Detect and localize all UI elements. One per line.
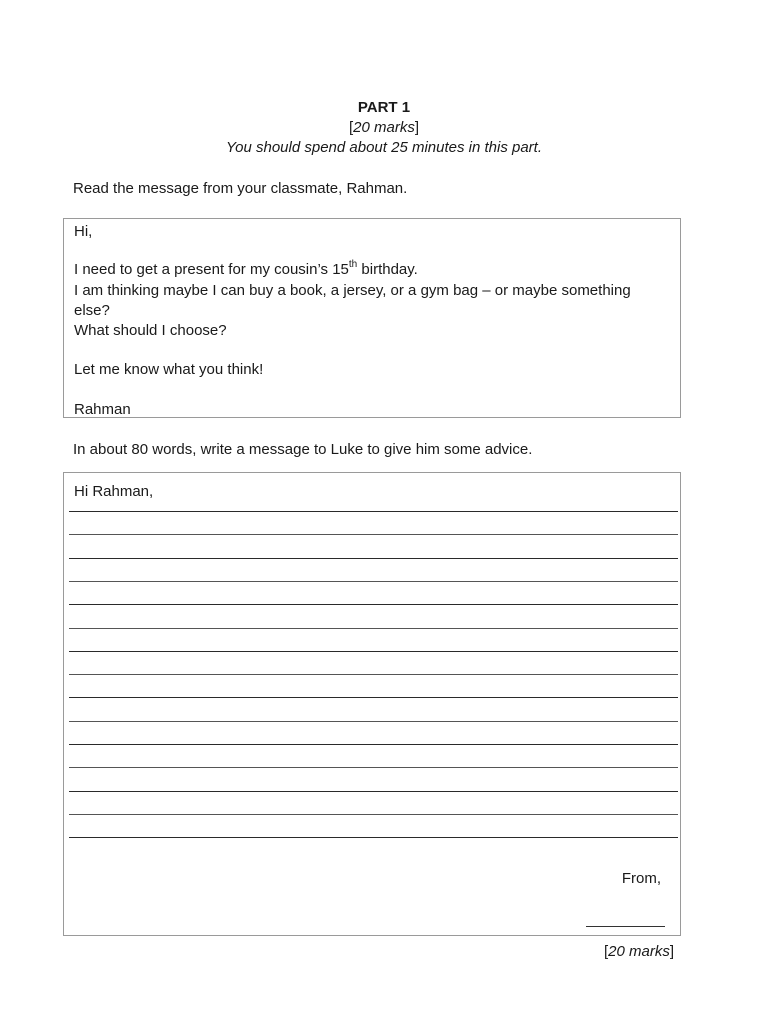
writing-line[interactable]	[69, 791, 678, 792]
classmate-message-box	[63, 218, 681, 418]
read-prompt: Read the message from your classmate, Rahman.	[73, 180, 408, 197]
message-line-else: else?	[74, 302, 110, 319]
writing-line[interactable]	[69, 744, 678, 745]
writing-line[interactable]	[69, 604, 678, 605]
writing-line[interactable]	[69, 767, 678, 768]
writing-line[interactable]	[69, 558, 678, 559]
writing-line[interactable]	[69, 674, 678, 675]
writing-line[interactable]	[69, 837, 678, 838]
part-marks: [20 marks]	[348, 119, 420, 136]
part-header	[0, 98, 768, 158]
signature-line[interactable]	[586, 926, 665, 927]
write-prompt: In about 80 words, write a message to Luke to give him some advice.	[73, 441, 533, 458]
part-title: PART 1	[357, 99, 411, 116]
writing-line[interactable]	[69, 534, 678, 535]
writing-line[interactable]	[69, 814, 678, 815]
writing-line[interactable]	[69, 511, 678, 512]
message-line-birthday: I need to get a present for my cousin’s 15th birthday.	[74, 259, 418, 278]
writing-line[interactable]	[69, 581, 678, 582]
writing-line[interactable]	[69, 697, 678, 698]
time-instruction: You should spend about 25 minutes in this part.	[225, 139, 543, 156]
writing-line[interactable]	[69, 721, 678, 722]
message-signoff: Rahman	[74, 401, 131, 418]
message-line-request: Let me know what you think!	[74, 361, 264, 378]
writing-line[interactable]	[69, 628, 678, 629]
answer-closing: From,	[621, 870, 661, 887]
message-greeting: Hi,	[74, 223, 93, 240]
answer-greeting: Hi Rahman,	[74, 483, 154, 500]
message-line-question: What should I choose?	[74, 322, 227, 339]
answer-writing-box[interactable]	[63, 472, 681, 936]
total-marks: [20 marks]	[603, 943, 674, 960]
writing-line[interactable]	[69, 651, 678, 652]
message-line-options: I am thinking maybe I can buy a book, a jersey, or a gym bag – or maybe something	[74, 282, 631, 299]
